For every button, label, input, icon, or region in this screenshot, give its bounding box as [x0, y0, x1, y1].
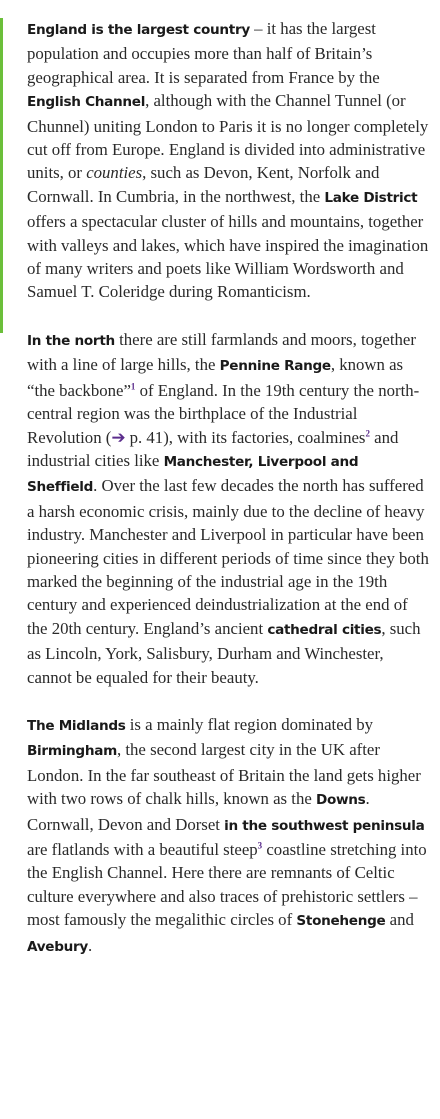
italic-term: counties: [86, 163, 143, 183]
keyword: English Channel: [27, 94, 146, 111]
paragraph-england: [27, 17, 431, 304]
article-body: [27, 17, 431, 983]
keyword: in the southwest peninsula: [224, 817, 425, 834]
text-run: p. 41), with its factories, coalmines: [125, 427, 366, 447]
keyword: Stonehenge: [296, 913, 386, 930]
text-run: .: [88, 935, 93, 955]
text-run: coastline stretching into the English Channel. Here there are remnants of Celtic culture everywhere and also traces of prehistoric settlers – most famously the megalithic circles of: [27, 840, 427, 930]
text-run: – it has the largest population and occupies more than half of Britain’s geographical area. It is separated from France by the: [27, 19, 380, 87]
keyword: Birmingham: [27, 743, 117, 760]
text-run: , known as “the backbone”: [27, 355, 404, 400]
text-run: is a mainly flat region dominated by: [125, 714, 374, 734]
keyword: England is the largest country: [27, 22, 250, 38]
text-run: Cornwall, Devon and Dorset: [27, 814, 225, 834]
paragraph-southwest: [27, 813, 431, 959]
text-run: and: [385, 910, 414, 930]
keyword: Avebury: [27, 938, 88, 955]
keyword: Downs: [315, 792, 366, 809]
text-run: and industrial cities like: [27, 427, 399, 470]
keyword: cathedral cities: [267, 621, 382, 638]
text-run: , the second largest city in the UK after London. In the far southeast of Britain the land gets higher with two rows of chalk hills, known as the: [27, 740, 421, 809]
text-run: , such as Lincoln, York, Salisbury, Durham and Winchester, cannot be equaled for their beauty.: [27, 618, 421, 687]
text-run: offers a spectacular cluster of hills and mountains, together with valleys and lakes, which have inspired the imagination of many writers and poets like William Wordsworth and Samuel T. Coleridge during Romanticism.: [27, 212, 429, 302]
paragraph-midlands: [27, 713, 431, 813]
arrow-right-icon[interactable]: ➔: [111, 427, 126, 447]
footnote-marker[interactable]: 1: [130, 381, 136, 392]
text-run: . Over the last few decades the north has suffered a harsh economic crisis, mainly due to the decline of heavy industry. Manchester and Liverpool in particular have been pioneering cities in different periods of time since they both marked the beginning of the industrial age in the 19th century and experienced deindustrialization at the end of the 20th century. England’s ancient: [27, 476, 429, 638]
text-run: , although with the Channel Tunnel (or Chunnel) uniting London to Paris it is no longer completely cut off from Europe. England is divided into administrative units, or: [27, 91, 429, 183]
text-run: there are still farmlands and moors, together with a line of large hills, the: [27, 329, 416, 375]
footnote-marker[interactable]: 3: [257, 840, 263, 851]
text-run: , such as Devon, Kent, Norfolk and Cornwall. In Cumbria, in the northwest, the: [27, 163, 380, 206]
keyword: Manchester, Liverpool and Sheffield: [27, 453, 359, 496]
keyword: Lake District: [324, 189, 418, 206]
keyword: The Midlands: [27, 717, 126, 734]
text-run: .: [365, 789, 370, 809]
text-run: are flatlands with a beautiful steep: [27, 840, 258, 859]
keyword: In the north: [27, 332, 115, 349]
paragraph-north: [27, 328, 431, 689]
section-accent-bar: [0, 18, 3, 333]
text-run: of England. In the 19th century the north-central region was the birthplace of the Industrial Revolution (: [27, 380, 420, 447]
keyword: Pennine Range: [219, 358, 331, 375]
footnote-marker[interactable]: 2: [365, 427, 370, 438]
